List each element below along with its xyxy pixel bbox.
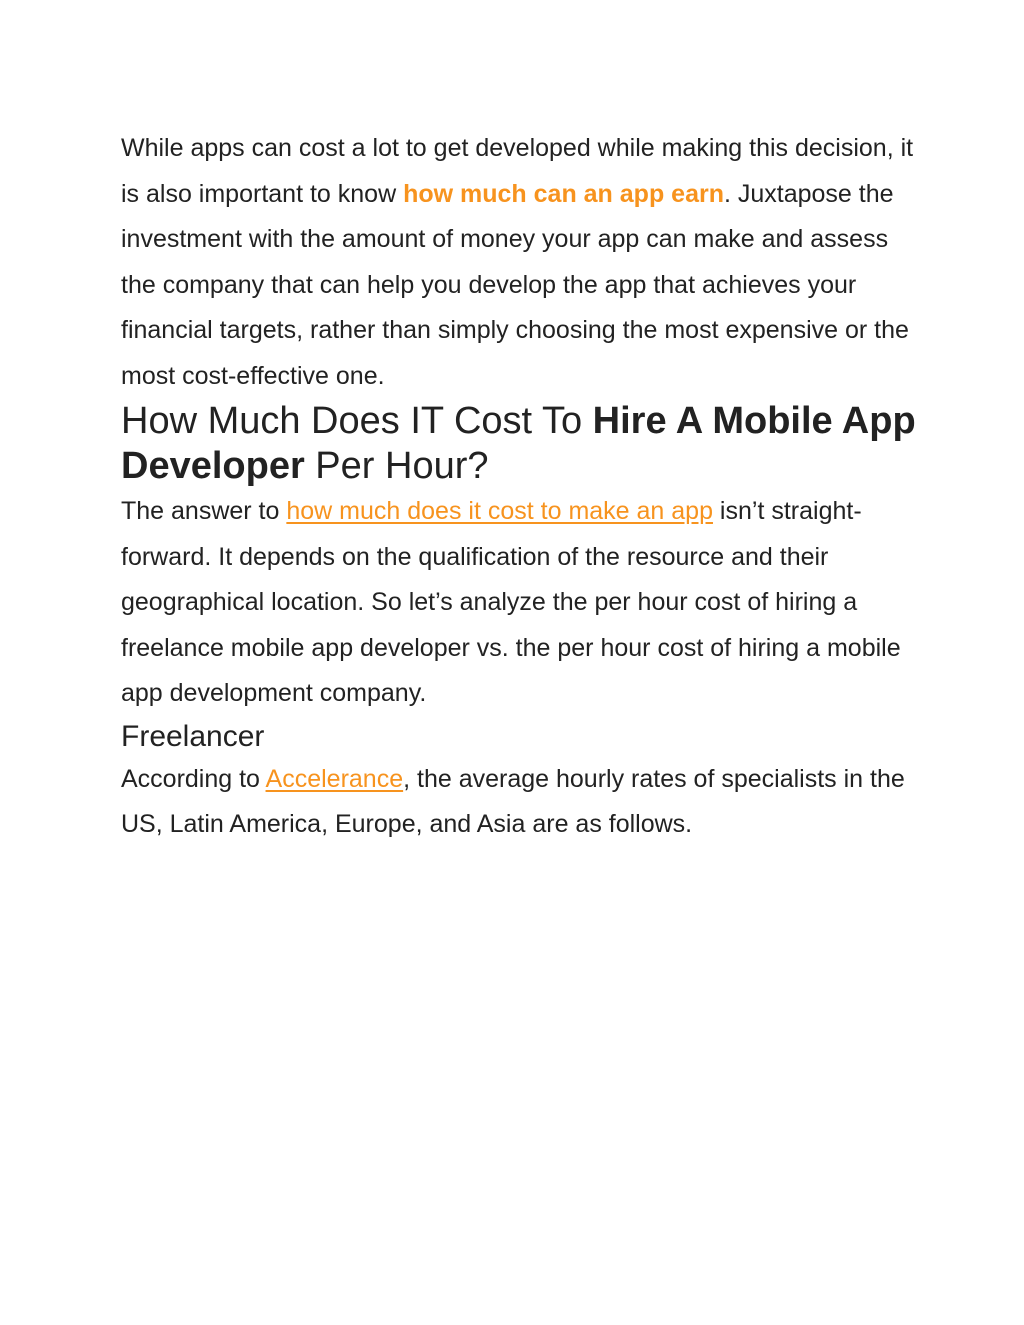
accelerance-paragraph <box>121 757 921 848</box>
intro-text-end: . Juxtapose the investment with the amount of money your app can make and assess the company that can help you develop the app that achieves your financial targets, rather than simply choosing the most expensive or the most cost-effective one. <box>121 179 909 390</box>
cost-to-make-app-link[interactable]: how much does it cost to make an app <box>286 497 713 525</box>
heading-text-start: How Much Does IT Cost To <box>121 400 593 442</box>
accelerance-link[interactable]: Accelerance <box>265 764 404 793</box>
app-earnings-highlight: how much can an app earn <box>403 179 724 208</box>
accelerance-text-end: , the average hourly rates of specialists in the US, Latin America, Europe, and Asia are as follows. <box>121 764 905 838</box>
answer-paragraph <box>121 489 921 717</box>
intro-text-start: While apps can cost a lot to get developed while making this decision, it is also important to know <box>121 134 914 208</box>
answer-text-start: The answer to <box>121 497 287 525</box>
freelancer-subheading: Freelancer <box>121 719 265 753</box>
heading-bold-text: Hire A Mobile App Developer <box>121 400 916 487</box>
accelerance-text-start: According to <box>121 764 266 793</box>
intro-paragraph <box>121 126 921 399</box>
answer-text-end: isn’t straight-forward. It depends on the qualification of the resource and their geographical location. So let’s analyze the per hour cost of hiring a freelance mobile app developer vs. the per hour cost of hiring a mobile app development company. <box>121 497 901 707</box>
heading-text-end: Per Hour? <box>304 445 489 487</box>
document-page <box>121 126 921 848</box>
section-heading <box>121 399 921 489</box>
